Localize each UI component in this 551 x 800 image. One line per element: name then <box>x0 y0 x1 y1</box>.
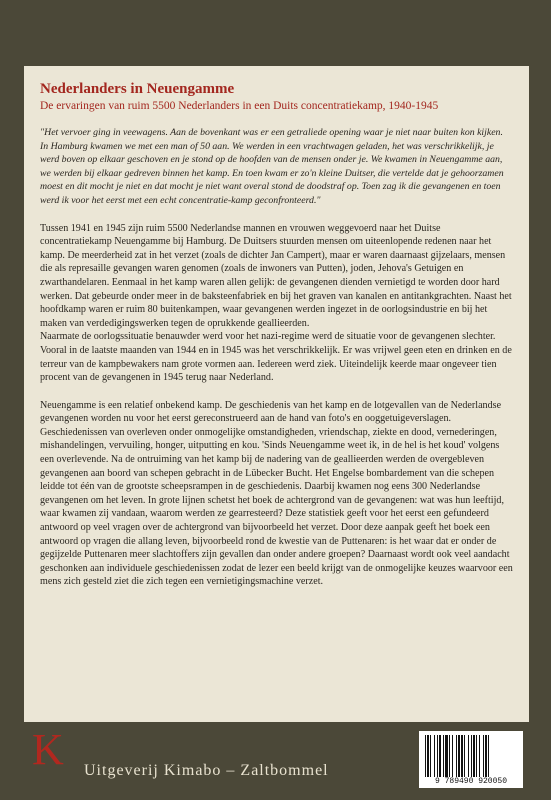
publisher-name: Uitgeverij Kimabo – Zaltbommel <box>84 762 329 779</box>
body-paragraph-2: Naarmate de oorlogssituatie benauwder werd voor het nazi-regime werd de situatie voor de gevangenen slechter. Vooral in de laatste maanden van 1944 en in 1945 was het verschrikkelijk. Er was vrijwel geen eten en drinken en de terreur van de kampbewakers nam grote vormen aan. Iedereen werd ziek. Uiteindelijk keerde maar ongeveer tien procent van de gevangenen in 1945 terug naar Nederland. <box>40 331 512 384</box>
body-paragraph-1: Tussen 1941 en 1945 zijn ruim 5500 Nederlandse mannen en vrouwen weggevoerd naar het Duitse concentratiekamp Neuengamme bij Hamburg. De Duitsers stuurden mensen om uiteenlopende redenen naar het kamp. De meerderheid zat in het verzet (zoals de dichter Jan Campert), maar er waren daarnaast gijzelaars, mensen die als represaille gevangen waren genomen (zoals de inwoners van Putten), joden, Jehova's Getuigen en zwarthandelaren. Eenmaal in het kamp waren allen gelijk: de gevangenen dienden vernietigd te worden door hard werken. Dat gebeurde onder meer in de baksteenfabriek en bij het graven van kanalen en antitankgrachten. Naast het hoofdkamp waren er ruim 80 buitenkampen, waar gevangenen werden ingezet in de oorlogsindustrie en bij het maken van verdedigingswerken tegen de oprukkende geallieerden. <box>40 222 512 329</box>
text-panel <box>24 66 529 722</box>
paragraph-spacer <box>40 385 513 399</box>
isbn-number: 9 789490 920050 <box>434 777 507 786</box>
barcode-icon <box>425 735 517 777</box>
survivor-quote: "Het vervoer ging in veewagens. Aan de bovenkant was er een getraliede opening waar je niet naar buiten kon kijken. In Hamburg kwamen we met een man of 50 aan. We werden in een vrachtwagen geladen, het was verschrikkelijk, je werd boven op elkaar geschoven en je stond op de hoofden van de mensen onder je. We kwamen in Neuengamme aan, we werden bij elkaar gedreven binnen het kamp. En toen kwam er zo'n kleine Duitser, die vertelde dat je gehoorzamen moest en dit mocht je niet en dat mocht je niet want overal stond de doodstraf op. Toen zag ik die gevangenen en toen werd ik voor het eerst met een echt concentratie-kamp geconfronteerd." <box>40 127 504 206</box>
book-subtitle: De ervaringen van ruim 5500 Nederlanders in een Duits concentratiekamp, 1940-1945 <box>40 100 439 112</box>
body-paragraph-3: Neuengamme is een relatief onbekend kamp. De geschiedenis van het kamp en de lotgevallen van de Nederlandse gevangenen worden nu voor het eerst gereconstrueerd aan de hand van foto's en ooggetuigeverslagen. Geschiedenissen van overleven onder onmogelijke omstandigheden, vriendschap, ziekte en dood, vernederingen, mishandelingen, vervuiling, honger, uitputting en kou. 'Sinds Neuengamme weet ik, in de hel is het koud' volgens een overlevende. Na de ontruiming van het kamp bij de nadering van de geallieerden werden de overgebleven gevangenen aan boord van schepen gebracht in de Lübecker Bucht. Het Engelse bombardement van die schepen leidde tot één van de grootste scheepsrampen in de geschiedenis. Daarbij kwamen nog eens 300 Nederlandse gevangenen om het leven. In grote lijnen schetst het boek de achtergrond van de gevangenen: wat was hun leeftijd, waar kwamen zij vandaan, waarom werden ze gearresteerd? Deze statistiek geeft voor het eerst een gefundeerd antwoord op veel vragen over de achtergrond van bijvoorbeeld het verzet. Door deze aanpak geeft het boek een antwoord op vragen die allang leven, bijvoorbeeld rond de kwestie van de Puttenaren: is het waar dat er onder de gegijzelde Puttenaren meer slachtoffers zijn gevallen dan onder andere groepen? Daarnaast wordt ook veel aandacht geschonken aan individuele geschiedenissen zodat de lezer een beeld krijgt van de onmogelijke keuzes waarvoor een mens zich gesteld ziet die zich tegen een vernietigingsmachine verzet. <box>40 399 513 588</box>
isbn-barcode <box>419 731 523 788</box>
publisher-logo: K <box>32 725 64 774</box>
book-title: Nederlanders in Neuengamme <box>40 81 235 97</box>
